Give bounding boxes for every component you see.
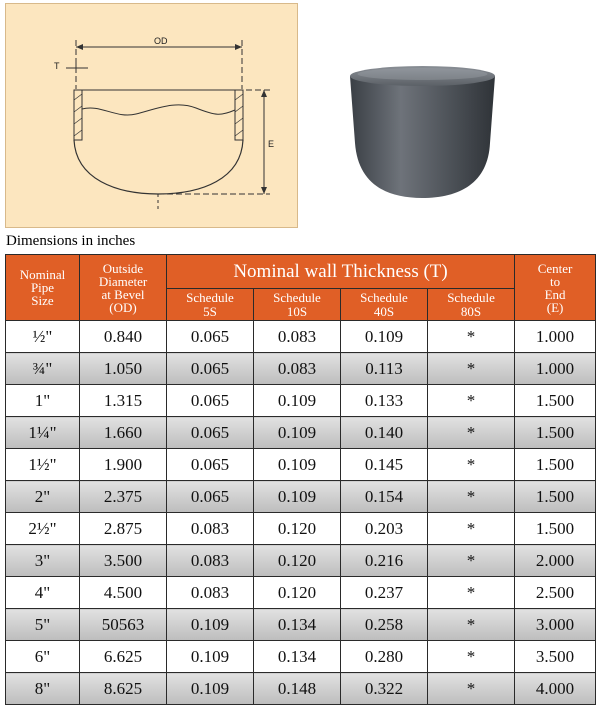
table-row [6, 673, 596, 705]
cell-size: 1½" [6, 449, 80, 481]
cell-sch10s: 0.148 [254, 673, 341, 705]
cell-od: 2.875 [80, 513, 167, 545]
cell-od: 1.660 [80, 417, 167, 449]
cell-sch40s: 0.133 [341, 385, 428, 417]
cell-center-to-end: 3.500 [515, 641, 596, 673]
cell-sch40s: 0.145 [341, 449, 428, 481]
header-wall-thickness: Nominal wall Thickness (T) [167, 255, 515, 289]
cap-cross-section-drawing [6, 4, 299, 229]
cell-center-to-end: 1.500 [515, 481, 596, 513]
cell-sch5s: 0.083 [167, 545, 254, 577]
cell-center-to-end: 1.500 [515, 513, 596, 545]
cell-sch10s: 0.134 [254, 641, 341, 673]
cell-center-to-end: 2.000 [515, 545, 596, 577]
dimensions-caption: Dimensions in inches [6, 233, 136, 249]
header-nominal-pipe-size: Nominal Pipe Size [6, 255, 80, 321]
e-dimension-label: E [268, 139, 275, 149]
cell-center-to-end: 1.000 [515, 353, 596, 385]
cell-sch10s: 0.109 [254, 481, 341, 513]
cell-sch40s: 0.258 [341, 609, 428, 641]
cell-od: 6.625 [80, 641, 167, 673]
cell-sch80s: * [428, 673, 515, 705]
cell-sch5s: 0.065 [167, 321, 254, 353]
cell-sch10s: 0.083 [254, 353, 341, 385]
cell-sch80s: * [428, 513, 515, 545]
cell-size: 3" [6, 545, 80, 577]
cell-sch5s: 0.065 [167, 449, 254, 481]
table-row [6, 353, 596, 385]
header-schedule-40s: Schedule 40S [341, 289, 428, 321]
header-center-to-end: Center to End (E) [515, 255, 596, 321]
cell-od: 50563 [80, 609, 167, 641]
cell-od: 2.375 [80, 481, 167, 513]
cell-sch40s: 0.109 [341, 321, 428, 353]
cell-sch10s: 0.134 [254, 609, 341, 641]
cell-sch40s: 0.113 [341, 353, 428, 385]
t-dimension-label: T [54, 61, 60, 71]
cell-od: 1.315 [80, 385, 167, 417]
table-row [6, 417, 596, 449]
cell-size: 4" [6, 577, 80, 609]
cell-sch40s: 0.216 [341, 545, 428, 577]
cell-center-to-end: 1.500 [515, 417, 596, 449]
cell-size: 6" [6, 641, 80, 673]
table-body [6, 321, 596, 705]
pipe-cap-dimensions-table [5, 254, 596, 705]
cell-od: 1.900 [80, 449, 167, 481]
cell-sch5s: 0.065 [167, 385, 254, 417]
cell-size: 5" [6, 609, 80, 641]
cell-center-to-end: 1.000 [515, 321, 596, 353]
header-schedule-10s: Schedule 10S [254, 289, 341, 321]
cell-size: ¾" [6, 353, 80, 385]
header-schedule-5s: Schedule 5S [167, 289, 254, 321]
table-row [6, 321, 596, 353]
cell-sch5s: 0.065 [167, 417, 254, 449]
cell-size: 8" [6, 673, 80, 705]
cell-center-to-end: 2.500 [515, 577, 596, 609]
cell-sch5s: 0.109 [167, 609, 254, 641]
table-row [6, 449, 596, 481]
table-row [6, 609, 596, 641]
cell-sch40s: 0.203 [341, 513, 428, 545]
cell-sch5s: 0.065 [167, 353, 254, 385]
cell-od: 3.500 [80, 545, 167, 577]
cell-sch10s: 0.120 [254, 577, 341, 609]
header-outside-diameter: Outside Diameter at Bevel (OD) [80, 255, 167, 321]
cell-sch10s: 0.083 [254, 321, 341, 353]
cell-sch80s: * [428, 321, 515, 353]
cell-sch40s: 0.322 [341, 673, 428, 705]
cell-sch5s: 0.109 [167, 673, 254, 705]
cell-center-to-end: 1.500 [515, 385, 596, 417]
table-row [6, 385, 596, 417]
cell-size: ½" [6, 321, 80, 353]
cell-sch5s: 0.083 [167, 513, 254, 545]
cell-size: 2" [6, 481, 80, 513]
cell-od: 1.050 [80, 353, 167, 385]
cell-sch80s: * [428, 577, 515, 609]
cell-size: 2½" [6, 513, 80, 545]
cell-sch40s: 0.140 [341, 417, 428, 449]
table-row [6, 513, 596, 545]
cell-center-to-end: 1.500 [515, 449, 596, 481]
cell-sch5s: 0.083 [167, 577, 254, 609]
cell-sch80s: * [428, 353, 515, 385]
table-row [6, 577, 596, 609]
cell-sch80s: * [428, 449, 515, 481]
header-schedule-80s: Schedule 80S [428, 289, 515, 321]
cell-sch10s: 0.120 [254, 545, 341, 577]
cell-sch10s: 0.109 [254, 417, 341, 449]
cell-sch10s: 0.109 [254, 385, 341, 417]
cell-sch5s: 0.065 [167, 481, 254, 513]
cell-sch40s: 0.280 [341, 641, 428, 673]
cell-sch5s: 0.109 [167, 641, 254, 673]
cell-center-to-end: 3.000 [515, 609, 596, 641]
cell-sch80s: * [428, 417, 515, 449]
cell-od: 4.500 [80, 577, 167, 609]
cell-sch80s: * [428, 385, 515, 417]
cell-sch40s: 0.154 [341, 481, 428, 513]
cell-sch10s: 0.120 [254, 513, 341, 545]
cell-sch80s: * [428, 609, 515, 641]
cell-size: 1" [6, 385, 80, 417]
cell-sch10s: 0.109 [254, 449, 341, 481]
table-row [6, 481, 596, 513]
cell-sch80s: * [428, 481, 515, 513]
cell-od: 0.840 [80, 321, 167, 353]
cell-sch80s: * [428, 545, 515, 577]
cell-center-to-end: 4.000 [515, 673, 596, 705]
cell-size: 1¼" [6, 417, 80, 449]
pipe-cap-photo [330, 58, 510, 218]
cell-sch40s: 0.237 [341, 577, 428, 609]
cell-od: 8.625 [80, 673, 167, 705]
table-row [6, 545, 596, 577]
table-row [6, 641, 596, 673]
cell-sch80s: * [428, 641, 515, 673]
cap-drawing-panel [5, 3, 298, 228]
od-dimension-label: OD [154, 36, 168, 46]
